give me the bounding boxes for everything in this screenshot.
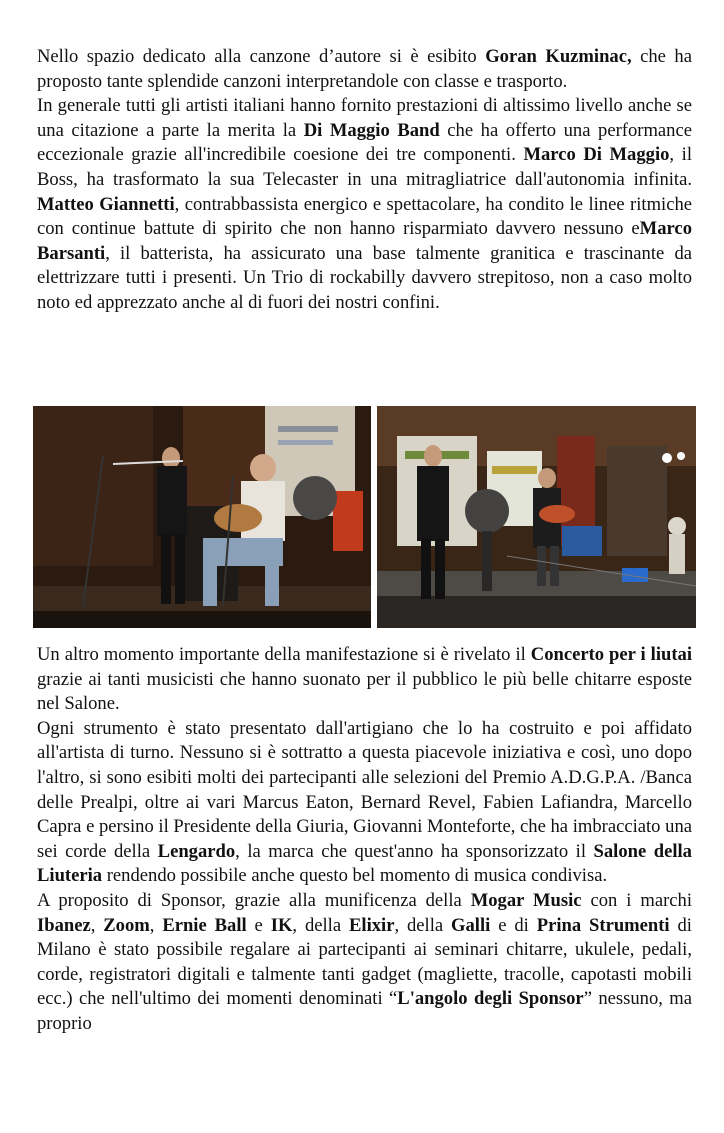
sponsor-name: Prina Strumenti xyxy=(536,914,670,936)
brand-name: IK xyxy=(270,914,293,936)
event-name: Salone della Liuteria xyxy=(37,840,692,887)
brand-name: Zoom xyxy=(103,914,150,936)
band-name: Di Maggio Band xyxy=(303,119,440,141)
artist-name: Matteo Giannetti xyxy=(37,193,175,215)
paragraph-kuzminac: Nello spazio dedicato alla canzone d’autore si è esibito Goran Kuzminac, che ha proposto tante splendide canzoni interpretandole con classe e trasporto. xyxy=(37,46,692,92)
artist-name: Marco Barsanti xyxy=(37,218,692,264)
brand-name: Elixir xyxy=(349,914,395,936)
event-name: L'angolo degli Sponsor xyxy=(397,988,584,1010)
artist-name: Marco Di Maggio xyxy=(523,144,670,166)
sponsor-name: Mogar Music xyxy=(470,889,582,911)
paragraph-di-maggio-band: In generale tutti gli artisti italiani hanno fornito prestazioni di altissimo livello anche se una citazione a parte la merita la Di Maggio Band che ha offerto una performance eccezionale grazie all'incredibile coesione dei tre componenti. Marco Di Maggio, il Boss, ha trasformato la sua Telecaster in una mitragliatrice dall'autonomia infinita. Matteo Giannetti, contrabbassista energico e spettacolare, ha condito le linee ritmiche con continue battute di spirito che non hanno risparmiato davvero nessuno eMarco Barsanti, il batterista, ha assicurato una base talmente granitica e trascinante da elettrizzare tutti i presenti. Un Trio di rockabilly davvero strepitoso, non a caso molto noto ed apprezzato anche al di fuori dei nostri confini. xyxy=(37,95,692,313)
paragraph-sponsor: A proposito di Sponsor, grazie alla munificenza della Mogar Music con i marchi Ibanez, Zoom, Ernie Ball e IK, della Elixir, della Galli e di Prina Strumenti di Milano è stato possibile regalare ai partecipanti ai seminari chitarre, ukulele, pedali, corde, registratori digitali e talmente tanti gadget (magliette, tracolle, capotasti mobili ecc.) che nell'ultimo dei momenti denominati “L'angolo degli Sponsor” nessuno, ma proprio xyxy=(37,889,693,1034)
article-text-top xyxy=(37,45,692,316)
article-text-bottom xyxy=(37,643,692,1037)
brand-name: Ernie Ball xyxy=(162,914,247,936)
brand-name: Galli xyxy=(451,914,491,936)
event-name: Concerto per i liutai xyxy=(530,644,692,665)
paragraph-concerto-liutai: Un altro momento importante della manifestazione si è rivelato il Concerto per i liutai grazie ai tanti musicisti che hanno suonato per il pubblico le più belle chitarre esposte nel Salone. xyxy=(37,644,692,715)
concert-photo-trio-stage xyxy=(377,406,696,628)
brand-name: Ibanez xyxy=(37,914,91,936)
artist-name: Goran Kuzminac, xyxy=(485,46,632,67)
concert-photo-flute-guitar xyxy=(33,406,371,628)
paragraph-strumenti: Ogni strumento è stato presentato dall'artigiano che lo ha costruito e poi affidato all'artista di turno. Nessuno si è sottratto a questa piacevole iniziativa e così, uno dopo l'altro, si sono esibiti molti dei partecipanti alle selezioni del Premio A.D.G.P.A. /Banca delle Prealpi, oltre ai vari Marcus Eaton, Bernard Revel, Fabien Lafiandra, Marcello Capra e persino il Presidente della Giuria, Giovanni Monteforte, che ha imbracciato una sei corde della Lengardo, la marca che quest'anno ha sponsorizzato il Salone della Liuteria rendendo possibile anche questo bel momento di musica condivisa. xyxy=(37,717,692,887)
brand-name: Lengardo xyxy=(157,840,236,862)
